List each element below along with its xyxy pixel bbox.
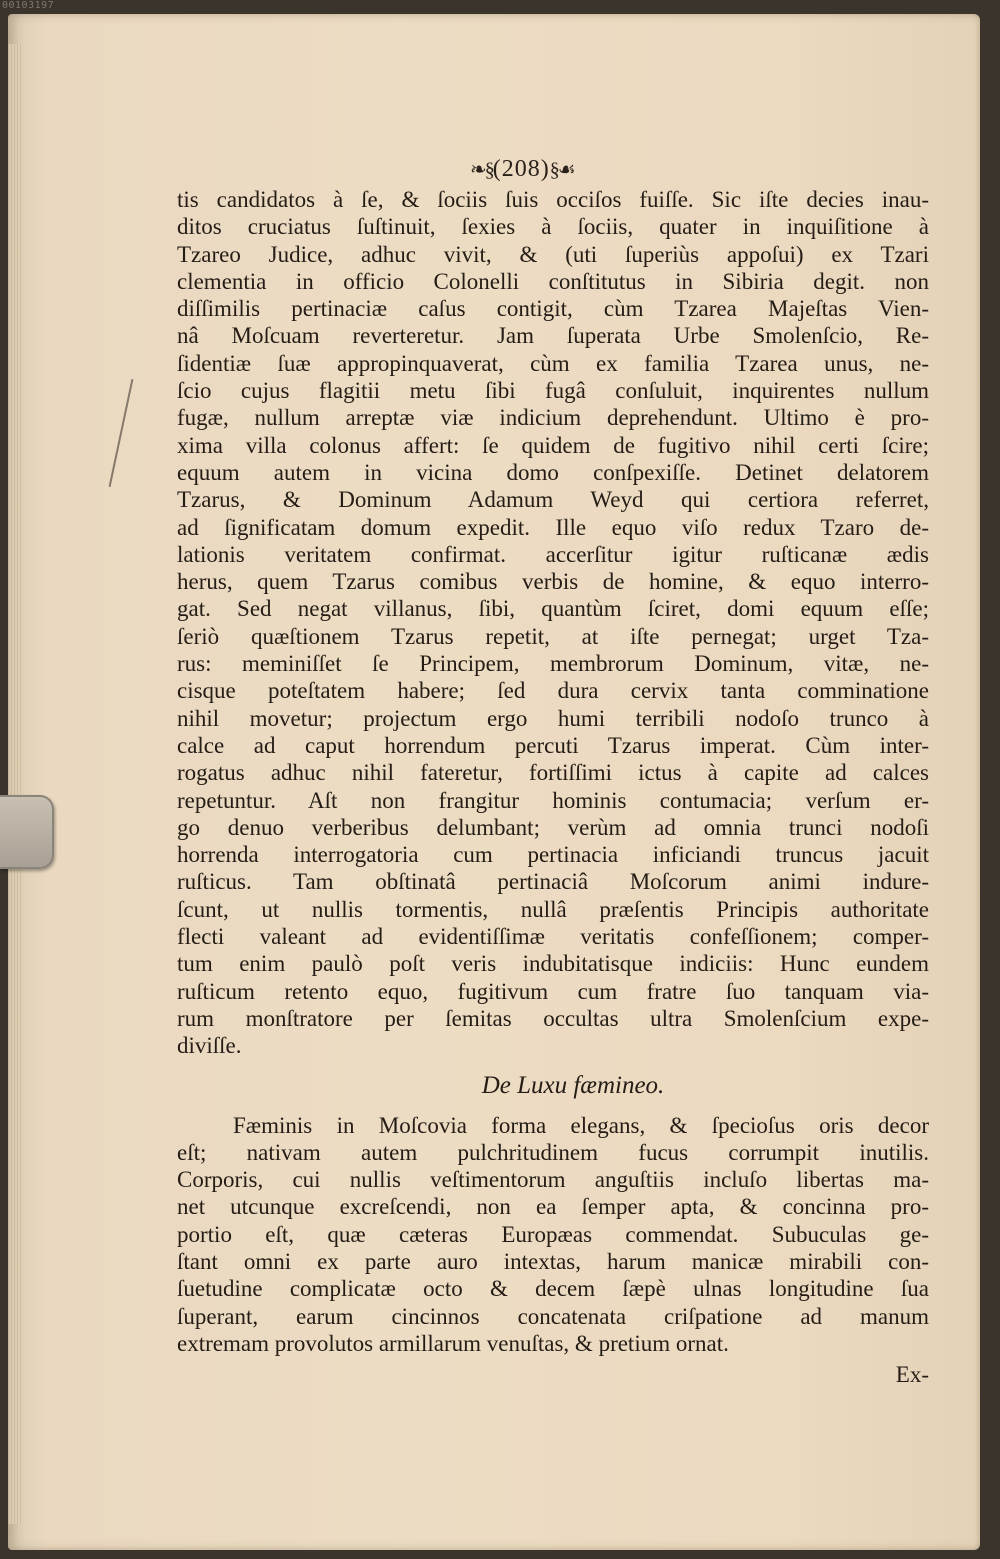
text-line: Tzareo Judice, adhuc vivit, & (uti ſuperiùs appoſui) ex Tzari — [177, 241, 929, 267]
text-line: lationis veritatem confirmat. accerſitur igitur ruſticanæ ædis — [177, 541, 929, 567]
text-line: nâ Moſcuam reverteretur. Jam ſuperata Urbe Smolenſcio, Re- — [177, 323, 929, 349]
text-line: ſidentiæ ſuæ appropinquaverat, cùm ex familia Tzarea unus, ne- — [177, 350, 929, 376]
text-line: equum autem in vicina domo conſpexiſſe. Detinet delatorem — [177, 459, 929, 485]
text-line: nihil movetur; projectum ergo humi terribili nodoſo trunco à — [177, 705, 929, 731]
page-number: (208) — [492, 156, 550, 182]
text-line: flecti valeant ad evidentiſſimæ veritatis confeſſionem; comper- — [177, 924, 929, 950]
text-line: cisque poteſtatem habere; ſed dura cervix tanta comminatione — [177, 678, 929, 704]
text-line: rum monſtratore per ſemitas occultas ultra Smolenſcium expe- — [177, 1005, 929, 1031]
text-line: ſuetudine complicatæ octo & decem ſæpè ulnas longitudine ſua — [177, 1276, 929, 1302]
page-clip — [0, 795, 54, 869]
text-line: ad ſignificatam domum expedit. Ille equo viſo redux Tzaro de- — [177, 514, 929, 540]
text-line: Fæminis in Moſcovia forma elegans, & ſpecioſus oris decor — [233, 1112, 929, 1138]
text-line: gat. Sed negat villanus, ſibi, quantùm ſciret, domi equum eſſe; — [177, 596, 929, 622]
page-text — [177, 186, 929, 1388]
text-line: tum enim paulò poſt veris indubitatisque indiciis: Hunc eundem — [177, 951, 929, 977]
text-line: portio eſt, quæ cæteras Europæas commendat. Subuculas ge- — [177, 1221, 929, 1247]
catchword: Ex- — [895, 1362, 929, 1388]
section-heading: De Luxu fæmineo. — [481, 1071, 665, 1099]
text-line: Corporis, cui nullis veſtimentorum anguſtiis incluſo libertas ma- — [177, 1167, 929, 1193]
header-ornament-right: §☙ — [549, 159, 574, 181]
header-ornament-left: ❧§ — [470, 159, 493, 181]
text-line: diſſimilis pertinaciæ caſus contigit, cùm Tzarea Majeſtas Vien- — [177, 296, 929, 322]
text-line: Tzarus, & Dominum Adamum Weyd qui certiora referret, — [177, 487, 929, 513]
page-header — [470, 156, 574, 183]
paragraph-block-1 — [177, 186, 929, 1060]
text-line: ditos cruciatus ſuſtinuit, ſexies à ſociis, quater in inquiſitione à — [177, 214, 929, 240]
text-line: herus, quem Tzarus comibus verbis de homine, & equo interro- — [177, 569, 929, 595]
text-line: calce ad caput horrendum percuti Tzarus imperat. Cùm inter- — [177, 732, 929, 758]
text-line: eſt; nativam autem pulchritudinem fucus corrumpit inutilis. — [177, 1139, 929, 1165]
text-line: fugæ, nullum arreptæ viæ indicium deprehendunt. Ultimo è pro- — [177, 405, 929, 431]
text-line: go denuo verberibus delumbant; verùm ad omnia trunci nodoſi — [177, 814, 929, 840]
text-line: rus: meminiſſet ſe Principem, membrorum Dominum, vitæ, ne- — [177, 651, 929, 677]
text-line: xima villa colonus affert: ſe quidem de fugitivo nihil certi ſcire; — [177, 432, 929, 458]
text-line: ruſticum retento equo, fugitivum cum fratre ſuo tanquam via- — [177, 978, 929, 1004]
text-line: ſcunt, ut nullis tormentis, nullâ præſentis Principis authoritate — [177, 896, 929, 922]
page-edges — [8, 44, 22, 1524]
text-line: net utcunque excreſcendi, non ea ſemper apta, & concinna pro- — [177, 1194, 929, 1220]
paragraph-block-2 — [177, 1112, 929, 1358]
text-line: ſeriò quæſtionem Tzarus repetit, at iſte pernegat; urget Tza- — [177, 623, 929, 649]
text-line: ſuperant, earum cincinnos concatenata criſpatione ad manum — [177, 1303, 929, 1329]
text-line: horrenda interrogatoria cum pertinacia inficiandi truncus jacuit — [177, 842, 929, 868]
text-line: tis candidatos à ſe, & ſociis ſuis occiſos fuiſſe. Sic iſte decies inau- — [177, 187, 929, 212]
text-line: rogatus adhuc nihil fateretur, fortiſſimi ictus à capite ad calces — [177, 760, 929, 786]
text-line: clementia in officio Colonelli conſtitutus in Sibiria degit. non — [177, 268, 929, 294]
text-line: ſcio cujus flagitii metu ſibi fugâ conſuluit, inquirentes nullum — [177, 378, 929, 404]
text-line: repetuntur. Aſt non frangitur hominis contumacia; verſum er- — [177, 787, 929, 813]
text-line: ruſticus. Tam obſtinatâ pertinaciâ Moſcorum animi indure- — [177, 869, 929, 895]
text-line: diviſſe. — [177, 1033, 242, 1059]
text-line: ſtant omni ex parte auro intextas, harum manicæ mirabili con- — [177, 1248, 929, 1274]
scan-id-label: 00103197 — [2, 0, 55, 11]
text-line: extremam provolutos armillarum venuſtas, & pretium ornat. — [177, 1330, 729, 1356]
